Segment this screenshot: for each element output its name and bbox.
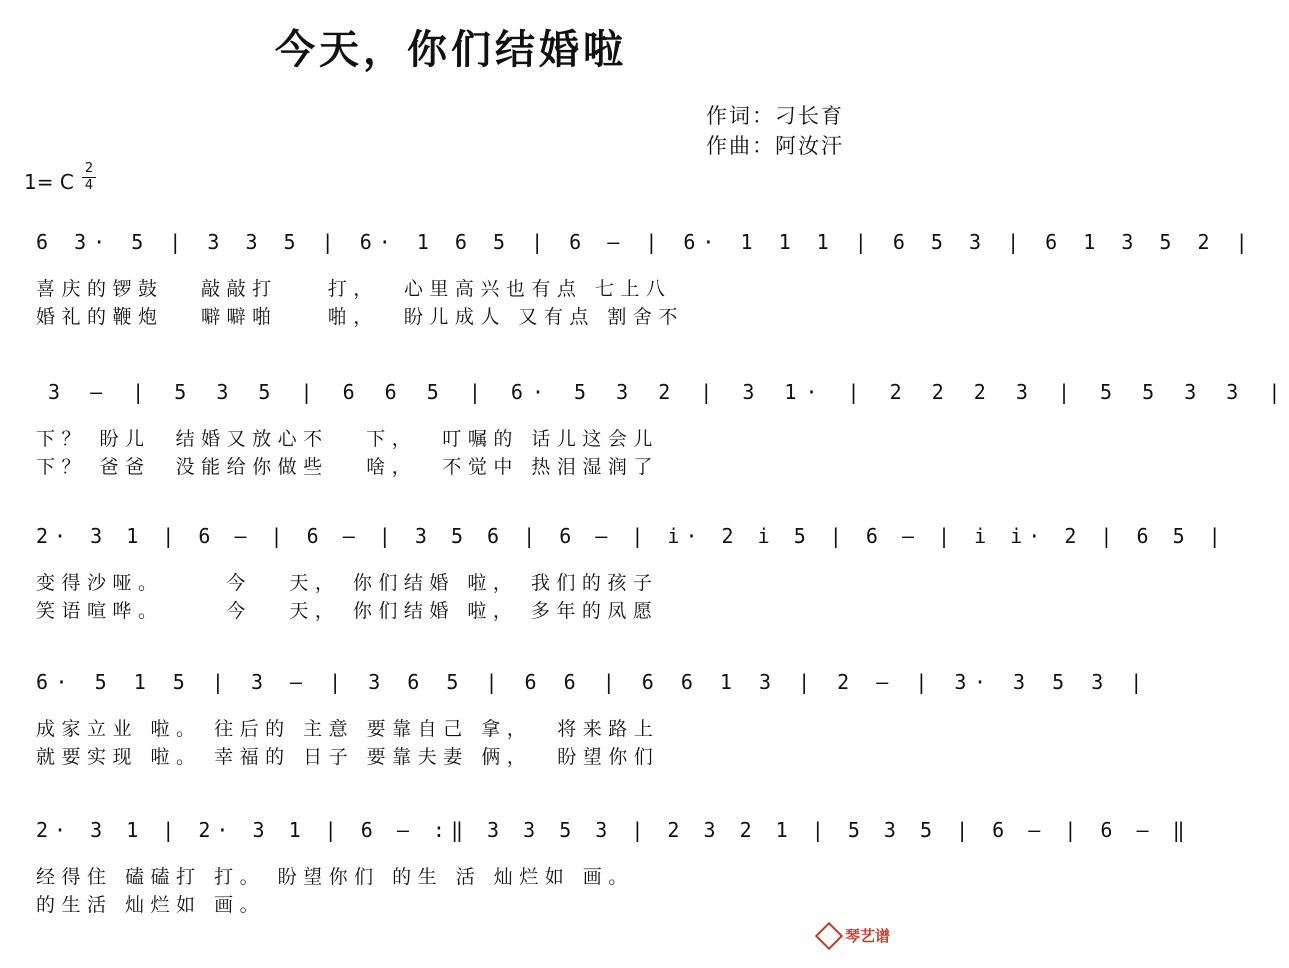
time-sig-bottom: 4 [84, 178, 94, 193]
notation-line: 6 3· 5 | 3 3 5 | 6· 1 6 5 | 6 – | 6· 1 1 1 | 6 5 3 | 6 1 3 5 2 | [36, 230, 1255, 254]
notation-line: 6· 5 1 5 | 3 – | 3 6 5 | 6 6 | 6 6 1 3 | 2 – | 3· 3 5 3 | [36, 670, 1150, 694]
page-title: 今天，你们结婚啦 [275, 27, 627, 73]
score-system-3 [0, 524, 1227, 674]
lyricist-credit: 作词：刁长育 [706, 104, 844, 128]
time-sig-top: 2 [84, 161, 94, 176]
score-system-2 [0, 380, 1289, 530]
lyric-verse-1: 成家立业 啦。 往后的 主意 要靠自己 拿， 将来路上 [36, 718, 660, 740]
logo-text: 琴艺谱 [844, 926, 890, 945]
lyric-verse-1: 变得沙哑。 今 天， 你们结婚 啦， 我们的孩子 [36, 572, 659, 594]
score-system-5 [0, 818, 1191, 968]
lyric-verse-2: 下？ 爸爸 没能给你做些 啥， 不觉中 热泪湿润了 [36, 456, 659, 478]
site-logo [819, 925, 890, 947]
logo-icon [815, 922, 843, 950]
lyric-verse-2: 的生活 灿烂如 画。 [36, 894, 266, 916]
notation-line: 3 – | 5 3 5 | 6 6 5 | 6· 5 3 2 | 3 1· | 2 2 2 3 | 5 5 3 3 | [48, 380, 1289, 404]
lyric-verse-1: 喜庆的锣鼓 敲敲打 打， 心里高兴也有点 七上八 [36, 278, 672, 300]
notation-line: 2· 3 1 | 6 – | 6 – | 3 5 6 | 6 – | i· 2 i 5 | 6 – | i i· 2 | 6 5 | [36, 524, 1227, 548]
lyric-verse-1: 下？ 盼儿 结婚又放心不 下， 叮嘱的 话儿这会儿 [36, 428, 659, 450]
lyric-verse-2: 婚礼的鞭炮 噼噼啪 啪， 盼儿成人 又有点 割舍不 [36, 306, 684, 328]
score-system-4 [0, 670, 1150, 820]
composer-credit: 作曲：阿汝汗 [706, 134, 844, 158]
notation-line: 2· 3 1 | 2· 3 1 | 6 – :‖ 3 3 5 3 | 2 3 2 1 | 5 3 5 | 6 – | 6 – ‖ [36, 818, 1191, 842]
lyric-verse-2: 笑语喧哗。 今 天， 你们结婚 啦， 多年的凤愿 [36, 600, 659, 622]
lyric-verse-1: 经得住 磕磕打 打。 盼望你们 的生 活 灿烂如 画。 [36, 866, 634, 888]
time-signature [82, 162, 96, 193]
score-system-1 [0, 230, 1255, 380]
key-signature: 1= C [24, 170, 74, 194]
lyric-verse-2: 就要实现 啦。 幸福的 日子 要靠夫妻 俩， 盼望你们 [36, 746, 660, 768]
